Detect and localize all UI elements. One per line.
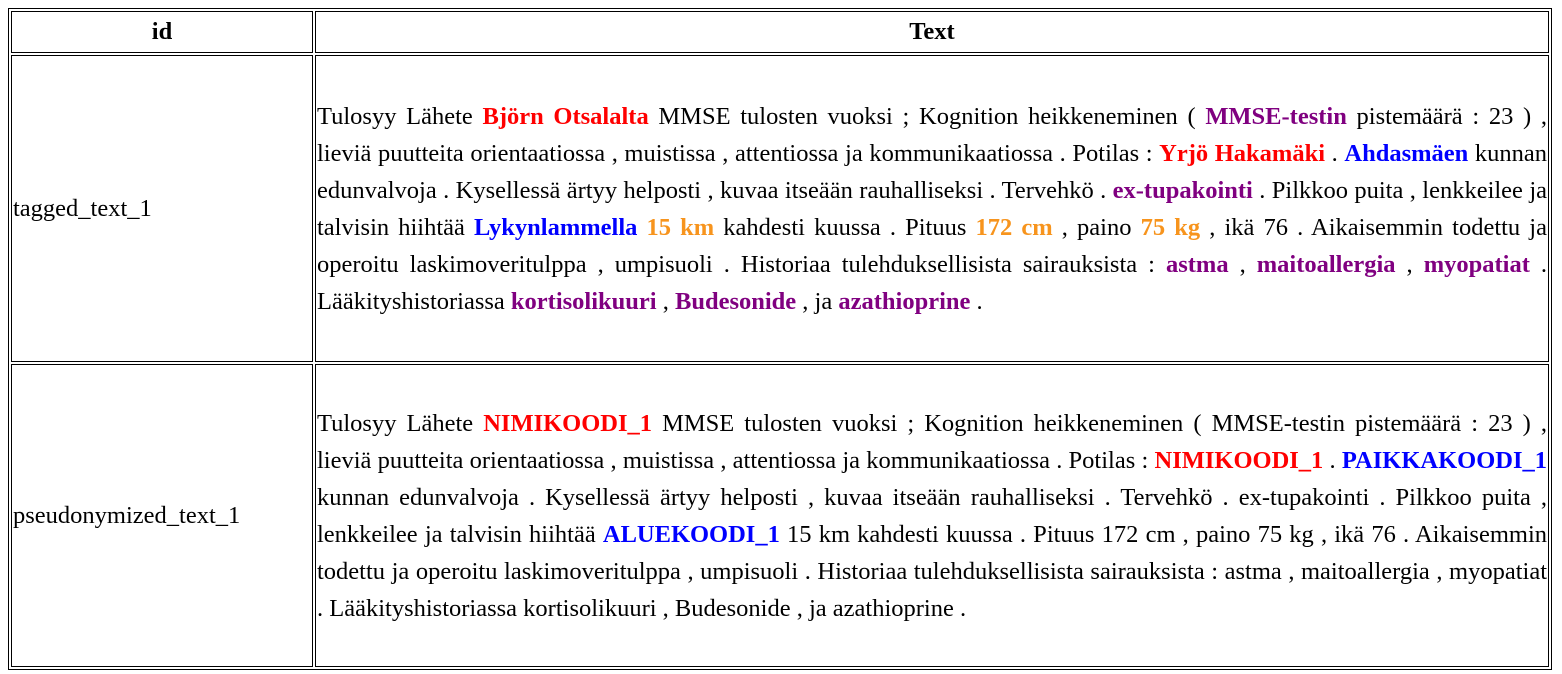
entity-medical: kortisolikuuri	[510, 287, 657, 315]
entity-medical: ex-tupakointi	[1112, 176, 1253, 204]
text-segment: .	[970, 287, 983, 315]
entity-medical: astma	[1165, 250, 1229, 278]
table-row	[11, 364, 1549, 667]
text-segment: , ikä 76 . Aikaisemmin todettu ja operoitu laskimoveritulppa , umpisuoli . Historiaa tulehduksellisista sairauksista :	[317, 213, 1547, 278]
entity-medical: myopatiat	[1423, 250, 1530, 278]
text-segment: Tulosyy Lähete	[317, 409, 484, 437]
text-segment: pistemäärä : 23 ) , lieviä puutteita orientaatiossa , muistissa , attentiossa ja kommunikaatiossa . Potilas :	[317, 102, 1548, 167]
results-table	[8, 8, 1552, 670]
text-segment	[637, 214, 646, 241]
text-segment: kahdesti kuussa . Pituus	[714, 213, 976, 241]
text-segment: Tulosyy Lähete	[317, 102, 483, 130]
text-segment: kunnan edunvalvoja . Kysellessä ärtyy helposti , kuvaa itseään rauhalliseksi . Tervehkö . ex-tupakointi . Pilkkoo puita , lenkkeilee ja talvisin hiihtää	[317, 483, 1547, 548]
table-row	[11, 55, 1549, 362]
entity-measure: 172 cm	[975, 213, 1053, 241]
entity-name: NIMIKOODI_1	[1154, 446, 1324, 474]
entity-measure: 15 km	[646, 213, 715, 241]
entity-medical: azathioprine	[838, 287, 971, 315]
text-segment: . Pilkkoo puita , lenkkeilee ja talvisin hiihtää	[317, 176, 1547, 241]
entity-medical: Budesonide	[674, 287, 797, 315]
entity-place: ALUEKOODI_1	[602, 520, 780, 548]
row-text-cell	[315, 55, 1549, 362]
text-segment: , paino	[1052, 213, 1141, 241]
text-segment: .	[1323, 446, 1342, 474]
entity-medical: maitoallergia	[1256, 250, 1396, 278]
text-segment: MMSE tulosten vuoksi ; Kognition heikkeneminen ( MMSE-testin pistemäärä : 23 ) , lieviä puutteita orientaatiossa , muistissa , attentiossa ja kommunikaatiossa . Potilas :	[317, 409, 1547, 474]
text-segment: kunnan edunvalvoja . Kysellessä ärtyy helposti , kuvaa itseään rauhalliseksi . Tervehkö .	[317, 139, 1548, 204]
text-segment: ,	[1395, 250, 1424, 278]
entity-medical: MMSE-testin	[1205, 102, 1347, 130]
text-segment: , ja	[796, 287, 839, 315]
entity-place: Lykynlammella	[474, 213, 638, 241]
entity-place: Ahdasmäen	[1344, 139, 1469, 167]
row-id-cell: tagged_text_1	[11, 55, 313, 362]
text-segment: ,	[656, 287, 675, 315]
entity-name: Björn Otsalalta	[482, 102, 649, 130]
row-id-cell: pseudonymized_text_1	[11, 364, 313, 667]
text-segment: MMSE tulosten vuoksi ; Kognition heikkeneminen (	[648, 102, 1206, 130]
header-row	[11, 11, 1549, 53]
text-segment: . Lääkityshistoriassa	[317, 250, 1548, 315]
text-segment: .	[1325, 139, 1345, 167]
header-text: Text	[315, 11, 1549, 53]
entity-name: Yrjö Hakamäki	[1159, 139, 1326, 167]
entity-place: PAIKKAKOODI_1	[1341, 446, 1547, 474]
entity-measure: 75 kg	[1140, 213, 1201, 241]
entity-name: NIMIKOODI_1	[483, 409, 653, 437]
row-text-cell	[315, 364, 1549, 667]
text-segment: ,	[1228, 250, 1257, 278]
header-id: id	[11, 11, 313, 53]
text-segment: 15 km kahdesti kuussa . Pituus 172 cm , paino 75 kg , ikä 76 . Aikaisemmin todettu ja operoitu laskimoveritulppa , umpisuoli . Historiaa tulehduksellisista sairauksista : astma , maitoallergia , myopatiat . Lääkityshistoriassa kortisolikuuri , Budesonide , ja azathioprine .	[317, 520, 1548, 622]
